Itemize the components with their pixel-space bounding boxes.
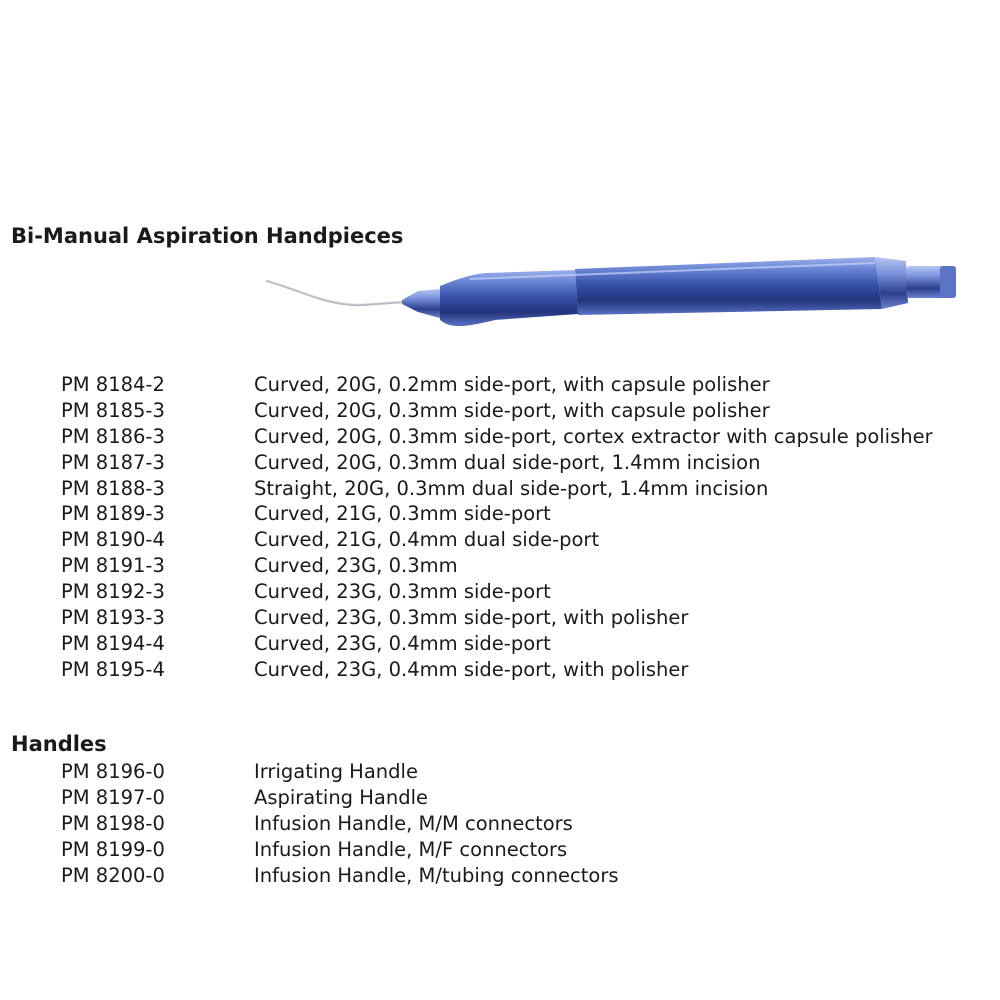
list-item — [0, 785, 1000, 811]
product-code: PM 8194-4 — [61, 631, 165, 655]
product-description: Curved, 20G, 0.2mm side-port, with capsule polisher — [254, 373, 770, 396]
product-description: Curved, 23G, 0.4mm side-port, with polisher — [254, 657, 689, 681]
product-code: PM 8192-3 — [61, 580, 165, 604]
product-code: PM 8200-0 — [61, 863, 165, 887]
product-description: Straight, 20G, 0.3mm dual side-port, 1.4mm incision — [254, 476, 769, 500]
product-description: Curved, 23G, 0.3mm side-port — [254, 580, 551, 604]
handles-product-list — [0, 759, 1000, 888]
product-description: Aspirating Handle — [254, 785, 429, 809]
section-title-handles: Handles — [11, 732, 107, 756]
list-item — [0, 501, 1000, 527]
product-code: PM 8191-3 — [61, 554, 165, 578]
product-description: Curved, 21G, 0.3mm side-port — [254, 502, 551, 526]
aspiration-product-list — [0, 372, 1000, 683]
product-description: Curved, 20G, 0.3mm dual side-port, 1.4mm incision — [254, 450, 761, 474]
list-item — [0, 657, 1000, 683]
product-description: Curved, 20G, 0.3mm side-port, cortex extractor with capsule polisher — [254, 424, 933, 448]
product-code: PM 8184-2 — [61, 373, 165, 396]
product-description: Irrigating Handle — [254, 760, 418, 783]
product-code: PM 8185-3 — [61, 398, 165, 422]
list-item — [0, 424, 1000, 450]
product-code: PM 8186-3 — [61, 424, 165, 448]
list-item — [0, 476, 1000, 502]
product-code: PM 8199-0 — [61, 837, 165, 861]
list-item — [0, 553, 1000, 579]
list-item — [0, 605, 1000, 631]
product-description: Curved, 23G, 0.3mm — [254, 554, 458, 578]
product-code: PM 8190-4 — [61, 528, 165, 552]
list-item — [0, 759, 1000, 785]
product-code: PM 8197-0 — [61, 785, 165, 809]
product-code: PM 8196-0 — [61, 760, 165, 783]
product-description: Infusion Handle, M/F connectors — [254, 837, 568, 861]
section-title-aspiration-handpieces: Bi-Manual Aspiration Handpieces — [11, 224, 404, 248]
list-item — [0, 631, 1000, 657]
list-item — [0, 579, 1000, 605]
product-description: Curved, 23G, 0.4mm side-port — [254, 631, 551, 655]
product-code: PM 8198-0 — [61, 811, 165, 835]
product-description: Curved, 21G, 0.4mm dual side-port — [254, 528, 600, 552]
product-code: PM 8187-3 — [61, 450, 165, 474]
product-code: PM 8195-4 — [61, 657, 165, 681]
product-description: Infusion Handle, M/M connectors — [254, 811, 573, 835]
list-item — [0, 811, 1000, 837]
product-code: PM 8188-3 — [61, 476, 165, 500]
list-item — [0, 450, 1000, 476]
list-item — [0, 863, 1000, 889]
product-description: Curved, 23G, 0.3mm side-port, with polisher — [254, 606, 689, 630]
list-item — [0, 837, 1000, 863]
product-description: Curved, 20G, 0.3mm side-port, with capsule polisher — [254, 398, 770, 422]
product-code: PM 8193-3 — [61, 606, 165, 630]
aspiration-handpiece-icon — [262, 255, 962, 345]
product-description: Infusion Handle, M/tubing connectors — [254, 863, 619, 887]
product-code: PM 8189-3 — [61, 502, 165, 526]
list-item — [0, 527, 1000, 553]
list-item — [0, 372, 1000, 398]
list-item — [0, 398, 1000, 424]
